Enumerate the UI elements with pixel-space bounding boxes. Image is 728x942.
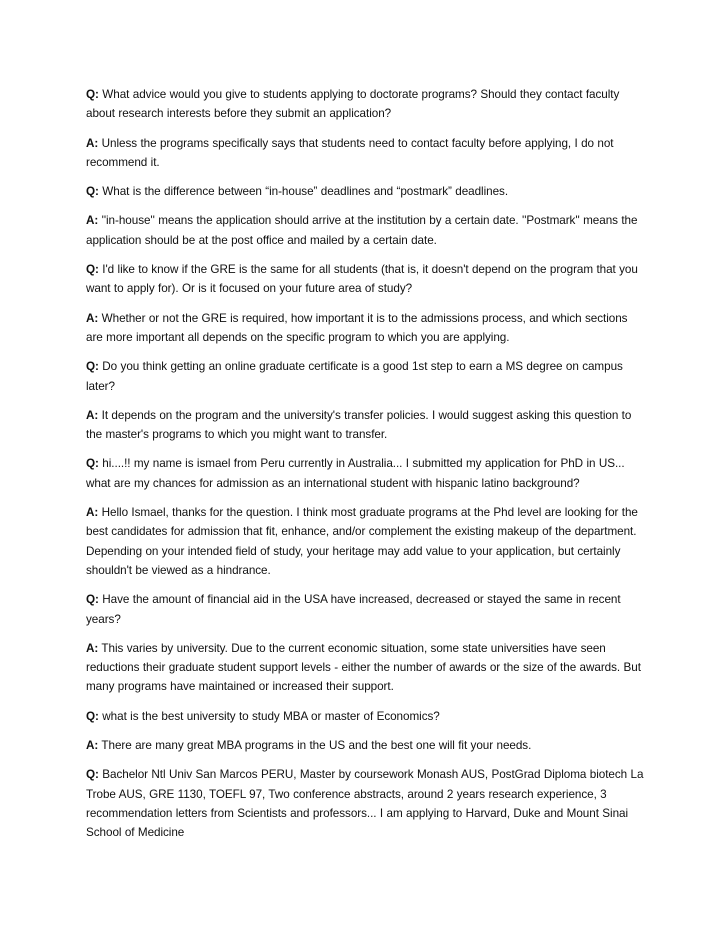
answer-text: There are many great MBA programs in the US and the best one will fit your needs. [101, 739, 532, 753]
question-text: Bachelor Ntl Univ San Marcos PERU, Master by coursework Monash AUS, PostGrad Diploma biotech La Trobe AUS, GRE 1130, TOEFL 97, Two conference abstracts, around 2 years research experience, 3 recommendation letters from Scientists and professors... I am applying to Harvard, Duke and Mount Sinai School of Medicine [86, 768, 644, 840]
answer-paragraph [86, 309, 646, 348]
question-paragraph [86, 590, 646, 629]
answer-label: A: [86, 136, 99, 150]
answer-label: A: [86, 311, 99, 325]
question-label: Q: [86, 263, 99, 277]
answer-text: It depends on the program and the university's transfer policies. I would suggest asking this question to the master's programs to which you might want to transfer. [86, 408, 632, 442]
question-text: What is the difference between “in-house” deadlines and “postmark” deadlines. [102, 185, 509, 199]
answer-paragraph [86, 211, 646, 250]
question-label: Q: [86, 709, 99, 723]
question-label: Q: [86, 457, 99, 471]
question-label: Q: [86, 185, 99, 199]
answer-paragraph [86, 736, 646, 755]
answer-paragraph [86, 134, 646, 173]
question-text: I'd like to know if the GRE is the same for all students (that is, it doesn't depend on the program that you want to apply for). Or is it focused on your future area of study? [86, 263, 638, 296]
question-paragraph [86, 260, 646, 299]
answer-paragraph [86, 406, 646, 445]
question-paragraph [86, 707, 646, 726]
question-text: what is the best university to study MBA or master of Economics? [102, 709, 440, 723]
question-label: Q: [86, 360, 99, 374]
question-label: Q: [86, 768, 99, 782]
answer-label: A: [86, 408, 99, 422]
question-label: Q: [86, 593, 99, 607]
answer-label: A: [86, 506, 99, 520]
question-text: What advice would you give to students applying to doctorate programs? Should they contact faculty about research interests before they submit an application? [86, 88, 620, 121]
answer-text: Hello Ismael, thanks for the question. I think most graduate programs at the Phd level are looking for the best candidates for admission that fit, enhance, and/or complement the existing makeup of the department. Depending on your intended field of study, your heritage may add value to your application, but certainly shouldn't be viewed as a hindrance. [86, 506, 638, 577]
question-paragraph [86, 454, 646, 493]
question-paragraph [86, 182, 646, 201]
answer-text: Whether or not the GRE is required, how important it is to the admissions process, and which sections are more important all depends on the specific program to which you are applying. [86, 311, 628, 344]
question-text: Have the amount of financial aid in the USA have increased, decreased or stayed the same in recent years? [86, 593, 621, 626]
question-paragraph [86, 85, 646, 124]
answer-paragraph [86, 639, 646, 697]
question-paragraph [86, 765, 646, 842]
document-page [86, 85, 646, 853]
answer-paragraph [86, 503, 646, 580]
answer-label: A: [86, 214, 99, 228]
answer-text: ''in-house'' means the application should arrive at the institution by a certain date. ''Postmark'' means the application should be at the post office and mailed by a certain date. [86, 214, 638, 247]
answer-label: A: [86, 739, 99, 753]
question-label: Q: [86, 88, 99, 101]
answer-text: This varies by university. Due to the current economic situation, some state universities have seen reductions their graduate student support levels - either the number of awards or the size of the awards. But many programs have maintained or increased their support. [86, 641, 641, 694]
answer-label: A: [86, 641, 99, 655]
question-text: Do you think getting an online graduate certificate is a good 1st step to earn a MS degree on campus later? [86, 360, 623, 393]
answer-text: Unless the programs specifically says that students need to contact faculty before applying, I do not recommend it. [86, 136, 614, 169]
question-paragraph [86, 357, 646, 396]
question-text: hi....!! my name is ismael from Peru currently in Australia... I submitted my application for PhD in US... what are my chances for admission as an international student with hispanic latino background? [86, 457, 625, 490]
